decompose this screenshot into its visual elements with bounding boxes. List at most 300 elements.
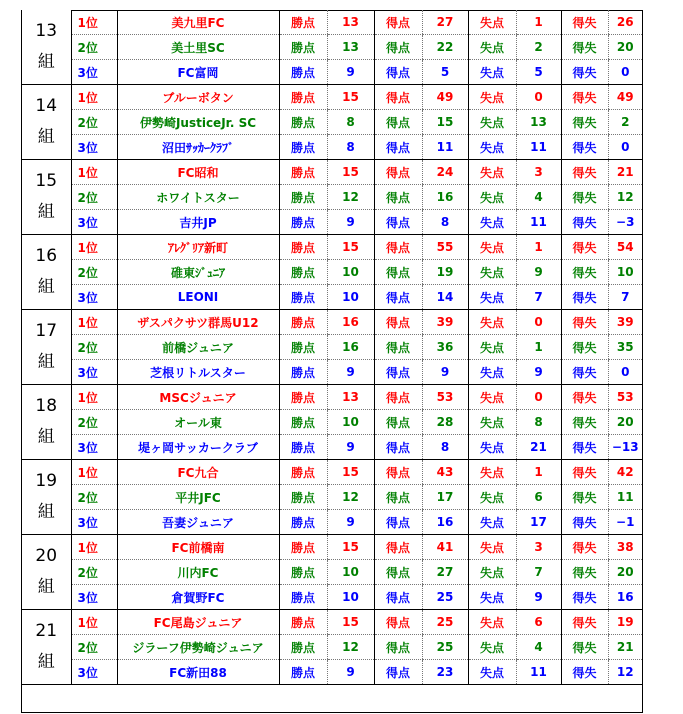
- rank-cell: 1位: [71, 310, 117, 335]
- table-row: [22, 260, 642, 285]
- win-points-value: 15: [327, 610, 374, 635]
- goals-against-label: 失点: [468, 235, 516, 260]
- team-name: FC富岡: [117, 60, 279, 85]
- goals-against-label: 失点: [468, 210, 516, 235]
- goals-against-value: 1: [516, 10, 561, 35]
- rank-cell: 2位: [71, 485, 117, 510]
- goals-against-value: 11: [516, 135, 561, 160]
- goals-for-value: 9: [422, 360, 468, 385]
- goals-for-label: 得点: [374, 635, 422, 660]
- team-name: FC九合: [117, 460, 279, 485]
- goals-against-label: 失点: [468, 185, 516, 210]
- rank-cell: 1位: [71, 85, 117, 110]
- goal-diff-label: 得失: [561, 185, 608, 210]
- win-points-value: 10: [327, 260, 374, 285]
- goal-diff-value: 7: [608, 285, 642, 310]
- table-row: [22, 210, 642, 235]
- goals-for-label: 得点: [374, 35, 422, 60]
- goals-against-value: 1: [516, 460, 561, 485]
- standings-sheet: [21, 10, 643, 713]
- table-row: [22, 410, 642, 435]
- goals-against-label: 失点: [468, 485, 516, 510]
- team-name: ホワイトスター: [117, 185, 279, 210]
- win-points-label: 勝点: [279, 510, 327, 535]
- goals-against-value: 0: [516, 310, 561, 335]
- goals-for-label: 得点: [374, 610, 422, 635]
- win-points-label: 勝点: [279, 585, 327, 610]
- rank-cell: 1位: [71, 610, 117, 635]
- goal-diff-value: 10: [608, 260, 642, 285]
- team-name: 前橋ジュニア: [117, 335, 279, 360]
- goal-diff-value: 16: [608, 585, 642, 610]
- win-points-value: 15: [327, 85, 374, 110]
- goals-for-label: 得点: [374, 360, 422, 385]
- win-points-label: 勝点: [279, 385, 327, 410]
- goal-diff-label: 得失: [561, 310, 608, 335]
- goal-diff-value: 0: [608, 60, 642, 85]
- win-points-label: 勝点: [279, 135, 327, 160]
- goals-for-value: 39: [422, 310, 468, 335]
- group-number: 17: [35, 321, 58, 341]
- rank-cell: 1位: [71, 535, 117, 560]
- rank-cell: 2位: [71, 185, 117, 210]
- goals-against-value: 3: [516, 535, 561, 560]
- goals-for-label: 得点: [374, 660, 422, 685]
- win-points-label: 勝点: [279, 160, 327, 185]
- goal-diff-label: 得失: [561, 585, 608, 610]
- goals-for-label: 得点: [374, 385, 422, 410]
- goals-against-value: 11: [516, 660, 561, 685]
- goals-for-value: 11: [422, 135, 468, 160]
- rank-cell: 1位: [71, 460, 117, 485]
- team-name: 堤ヶ岡サッカークラブ: [117, 435, 279, 460]
- win-points-label: 勝点: [279, 410, 327, 435]
- rank-cell: 2位: [71, 35, 117, 60]
- goals-for-value: 49: [422, 85, 468, 110]
- team-name: 吾妻ジュニア: [117, 510, 279, 535]
- team-name: オール東: [117, 410, 279, 435]
- rank-cell: 3位: [71, 135, 117, 160]
- goals-for-value: 23: [422, 660, 468, 685]
- goal-diff-label: 得失: [561, 10, 608, 35]
- goals-against-label: 失点: [468, 560, 516, 585]
- goal-diff-value: 20: [608, 35, 642, 60]
- win-points-value: 16: [327, 310, 374, 335]
- group-number: 18: [35, 396, 58, 416]
- goal-diff-value: −13: [608, 435, 642, 460]
- goal-diff-value: 38: [608, 535, 642, 560]
- goals-against-label: 失点: [468, 335, 516, 360]
- group-kumi: 組: [37, 427, 55, 447]
- goal-diff-label: 得失: [561, 60, 608, 85]
- win-points-value: 15: [327, 460, 374, 485]
- rank-cell: 1位: [71, 10, 117, 35]
- goals-for-value: 5: [422, 60, 468, 85]
- goals-for-value: 41: [422, 535, 468, 560]
- goals-against-value: 1: [516, 235, 561, 260]
- rank-cell: 3位: [71, 585, 117, 610]
- goals-against-label: 失点: [468, 85, 516, 110]
- win-points-value: 13: [327, 385, 374, 410]
- group-kumi: 組: [37, 127, 55, 147]
- table-row: [22, 10, 642, 35]
- goals-for-value: 15: [422, 110, 468, 135]
- goals-for-label: 得点: [374, 110, 422, 135]
- goals-against-value: 1: [516, 335, 561, 360]
- standings-body: [22, 10, 642, 685]
- goals-for-label: 得点: [374, 210, 422, 235]
- group-label: [22, 160, 71, 235]
- goals-for-label: 得点: [374, 235, 422, 260]
- goal-diff-label: 得失: [561, 460, 608, 485]
- goals-against-label: 失点: [468, 260, 516, 285]
- table-row: [22, 60, 642, 85]
- win-points-value: 10: [327, 285, 374, 310]
- win-points-value: 12: [327, 485, 374, 510]
- team-name: MSCジュニア: [117, 385, 279, 410]
- rank-cell: 1位: [71, 160, 117, 185]
- table-row: [22, 635, 642, 660]
- rank-cell: 2位: [71, 635, 117, 660]
- win-points-label: 勝点: [279, 660, 327, 685]
- group-kumi: 組: [37, 577, 55, 597]
- win-points-value: 15: [327, 535, 374, 560]
- goals-for-value: 25: [422, 635, 468, 660]
- rank-cell: 3位: [71, 510, 117, 535]
- team-name: 伊勢崎JusticeJr. SC: [117, 110, 279, 135]
- goals-against-value: 5: [516, 60, 561, 85]
- goals-against-label: 失点: [468, 510, 516, 535]
- team-name: 芝根リトルスター: [117, 360, 279, 385]
- goals-against-value: 3: [516, 160, 561, 185]
- goals-against-value: 6: [516, 485, 561, 510]
- goals-against-value: 7: [516, 285, 561, 310]
- goals-for-label: 得点: [374, 160, 422, 185]
- goals-for-value: 43: [422, 460, 468, 485]
- goal-diff-label: 得失: [561, 160, 608, 185]
- goals-against-value: 9: [516, 260, 561, 285]
- goal-diff-label: 得失: [561, 510, 608, 535]
- team-name: 碓東ｼﾞｭﾆｱ: [117, 260, 279, 285]
- table-row: [22, 610, 642, 635]
- group-kumi: 組: [37, 352, 55, 372]
- team-name: 川内FC: [117, 560, 279, 585]
- goal-diff-value: 20: [608, 410, 642, 435]
- goal-diff-value: 26: [608, 10, 642, 35]
- team-name: FC前橋南: [117, 535, 279, 560]
- goal-diff-label: 得失: [561, 110, 608, 135]
- group-kumi: 組: [37, 502, 55, 522]
- goals-against-label: 失点: [468, 410, 516, 435]
- rank-cell: 2位: [71, 410, 117, 435]
- goals-for-value: 27: [422, 560, 468, 585]
- rank-cell: 2位: [71, 110, 117, 135]
- win-points-value: 12: [327, 635, 374, 660]
- team-name: 平井JFC: [117, 485, 279, 510]
- goal-diff-label: 得失: [561, 235, 608, 260]
- group-number: 15: [35, 171, 58, 191]
- goal-diff-value: 0: [608, 360, 642, 385]
- goals-for-label: 得点: [374, 310, 422, 335]
- table-row: [22, 485, 642, 510]
- win-points-value: 15: [327, 160, 374, 185]
- team-name: FC昭和: [117, 160, 279, 185]
- team-name: ブルーボタン: [117, 85, 279, 110]
- team-name: 美九里FC: [117, 10, 279, 35]
- rank-cell: 1位: [71, 235, 117, 260]
- goals-for-value: 16: [422, 185, 468, 210]
- win-points-label: 勝点: [279, 610, 327, 635]
- goals-against-value: 9: [516, 585, 561, 610]
- table-row: [22, 385, 642, 410]
- win-points-label: 勝点: [279, 85, 327, 110]
- group-number: 19: [35, 471, 58, 491]
- goals-against-label: 失点: [468, 460, 516, 485]
- goals-against-label: 失点: [468, 535, 516, 560]
- goal-diff-label: 得失: [561, 535, 608, 560]
- goal-diff-label: 得失: [561, 360, 608, 385]
- goals-for-label: 得点: [374, 535, 422, 560]
- win-points-label: 勝点: [279, 110, 327, 135]
- table-row: [22, 435, 642, 460]
- win-points-value: 9: [327, 210, 374, 235]
- goals-for-value: 53: [422, 385, 468, 410]
- table-row: [22, 585, 642, 610]
- goals-for-label: 得点: [374, 285, 422, 310]
- goal-diff-value: 12: [608, 185, 642, 210]
- table-row: [22, 560, 642, 585]
- group-label: [22, 385, 71, 460]
- group-number: 20: [35, 546, 58, 566]
- goals-against-value: 0: [516, 85, 561, 110]
- win-points-label: 勝点: [279, 560, 327, 585]
- goal-diff-value: 0: [608, 135, 642, 160]
- goals-for-value: 24: [422, 160, 468, 185]
- goals-against-value: 0: [516, 385, 561, 410]
- win-points-label: 勝点: [279, 185, 327, 210]
- team-name: FC尾島ジュニア: [117, 610, 279, 635]
- goals-against-label: 失点: [468, 10, 516, 35]
- group-kumi: 組: [37, 277, 55, 297]
- goals-against-label: 失点: [468, 435, 516, 460]
- goals-for-value: 36: [422, 335, 468, 360]
- group-label: [22, 85, 71, 160]
- table-row: [22, 185, 642, 210]
- goal-diff-label: 得失: [561, 385, 608, 410]
- team-name: 美土里SC: [117, 35, 279, 60]
- rank-cell: 3位: [71, 435, 117, 460]
- team-name: ｱﾚｸﾞﾘｱ新町: [117, 235, 279, 260]
- win-points-label: 勝点: [279, 10, 327, 35]
- table-row: [22, 35, 642, 60]
- win-points-label: 勝点: [279, 460, 327, 485]
- goal-diff-value: 53: [608, 385, 642, 410]
- win-points-label: 勝点: [279, 60, 327, 85]
- goal-diff-label: 得失: [561, 285, 608, 310]
- goal-diff-value: −1: [608, 510, 642, 535]
- goal-diff-label: 得失: [561, 85, 608, 110]
- goals-against-label: 失点: [468, 310, 516, 335]
- win-points-value: 9: [327, 435, 374, 460]
- goals-for-label: 得点: [374, 85, 422, 110]
- rank-cell: 3位: [71, 660, 117, 685]
- group-kumi: 組: [37, 52, 55, 72]
- goals-for-value: 17: [422, 485, 468, 510]
- rank-cell: 3位: [71, 285, 117, 310]
- win-points-label: 勝点: [279, 485, 327, 510]
- win-points-value: 15: [327, 235, 374, 260]
- table-row: [22, 360, 642, 385]
- rank-cell: 1位: [71, 385, 117, 410]
- goals-for-label: 得点: [374, 185, 422, 210]
- goal-diff-label: 得失: [561, 635, 608, 660]
- group-number: 14: [35, 96, 58, 116]
- goals-against-label: 失点: [468, 385, 516, 410]
- goal-diff-value: 20: [608, 560, 642, 585]
- goals-for-value: 28: [422, 410, 468, 435]
- goals-against-value: 4: [516, 635, 561, 660]
- goals-for-label: 得点: [374, 560, 422, 585]
- table-row: [22, 310, 642, 335]
- goals-for-value: 55: [422, 235, 468, 260]
- win-points-label: 勝点: [279, 235, 327, 260]
- team-name: 吉井JP: [117, 210, 279, 235]
- standings-table: [22, 10, 642, 685]
- group-number: 13: [35, 21, 58, 41]
- goal-diff-value: 35: [608, 335, 642, 360]
- team-name: ジラーフ伊勢崎ジュニア: [117, 635, 279, 660]
- group-label: [22, 535, 71, 610]
- win-points-value: 13: [327, 10, 374, 35]
- goals-against-label: 失点: [468, 610, 516, 635]
- win-points-value: 12: [327, 185, 374, 210]
- group-label: [22, 460, 71, 535]
- win-points-value: 8: [327, 110, 374, 135]
- win-points-value: 8: [327, 135, 374, 160]
- table-row: [22, 235, 642, 260]
- goals-for-label: 得点: [374, 10, 422, 35]
- rank-cell: 3位: [71, 210, 117, 235]
- goal-diff-label: 得失: [561, 610, 608, 635]
- goal-diff-label: 得失: [561, 35, 608, 60]
- group-label: [22, 10, 71, 85]
- goals-against-label: 失点: [468, 635, 516, 660]
- rank-cell: 2位: [71, 260, 117, 285]
- goals-for-value: 25: [422, 585, 468, 610]
- goals-against-label: 失点: [468, 585, 516, 610]
- win-points-label: 勝点: [279, 535, 327, 560]
- goals-against-value: 11: [516, 210, 561, 235]
- win-points-value: 10: [327, 560, 374, 585]
- goal-diff-label: 得失: [561, 210, 608, 235]
- goals-for-label: 得点: [374, 135, 422, 160]
- table-row: [22, 110, 642, 135]
- goal-diff-label: 得失: [561, 260, 608, 285]
- win-points-label: 勝点: [279, 35, 327, 60]
- goal-diff-value: 12: [608, 660, 642, 685]
- goal-diff-value: 21: [608, 160, 642, 185]
- team-name: LEONI: [117, 285, 279, 310]
- goals-for-value: 22: [422, 35, 468, 60]
- team-name: ザスパクサツ群馬U12: [117, 310, 279, 335]
- goal-diff-label: 得失: [561, 435, 608, 460]
- goal-diff-value: 19: [608, 610, 642, 635]
- win-points-label: 勝点: [279, 435, 327, 460]
- goals-for-label: 得点: [374, 435, 422, 460]
- table-row: [22, 85, 642, 110]
- goals-for-value: 8: [422, 435, 468, 460]
- goals-against-label: 失点: [468, 360, 516, 385]
- goals-for-value: 25: [422, 610, 468, 635]
- group-label: [22, 235, 71, 310]
- win-points-label: 勝点: [279, 285, 327, 310]
- goals-against-value: 9: [516, 360, 561, 385]
- win-points-label: 勝点: [279, 260, 327, 285]
- group-number: 21: [35, 621, 58, 641]
- goals-against-value: 8: [516, 410, 561, 435]
- win-points-value: 9: [327, 360, 374, 385]
- goal-diff-value: 2: [608, 110, 642, 135]
- goal-diff-label: 得失: [561, 660, 608, 685]
- goals-against-label: 失点: [468, 60, 516, 85]
- table-row: [22, 510, 642, 535]
- table-row: [22, 335, 642, 360]
- goal-diff-value: −3: [608, 210, 642, 235]
- win-points-value: 10: [327, 585, 374, 610]
- goal-diff-label: 得失: [561, 335, 608, 360]
- goals-against-label: 失点: [468, 135, 516, 160]
- table-row: [22, 535, 642, 560]
- goal-diff-value: 39: [608, 310, 642, 335]
- rank-cell: 3位: [71, 360, 117, 385]
- goals-for-value: 14: [422, 285, 468, 310]
- goals-against-value: 17: [516, 510, 561, 535]
- win-points-label: 勝点: [279, 360, 327, 385]
- group-number: 16: [35, 246, 58, 266]
- win-points-value: 9: [327, 510, 374, 535]
- goals-for-label: 得点: [374, 510, 422, 535]
- group-kumi: 組: [37, 202, 55, 222]
- goal-diff-value: 42: [608, 460, 642, 485]
- group-kumi: 組: [37, 652, 55, 672]
- goals-for-label: 得点: [374, 485, 422, 510]
- win-points-value: 10: [327, 410, 374, 435]
- goals-for-label: 得点: [374, 410, 422, 435]
- win-points-value: 16: [327, 335, 374, 360]
- win-points-label: 勝点: [279, 310, 327, 335]
- goals-for-value: 19: [422, 260, 468, 285]
- goals-for-label: 得点: [374, 460, 422, 485]
- table-row: [22, 135, 642, 160]
- goal-diff-value: 54: [608, 235, 642, 260]
- goals-against-label: 失点: [468, 660, 516, 685]
- table-row: [22, 460, 642, 485]
- goals-against-label: 失点: [468, 110, 516, 135]
- table-row: [22, 660, 642, 685]
- goals-against-label: 失点: [468, 160, 516, 185]
- goals-for-value: 27: [422, 10, 468, 35]
- goal-diff-label: 得失: [561, 560, 608, 585]
- goal-diff-label: 得失: [561, 135, 608, 160]
- table-row: [22, 285, 642, 310]
- goals-for-label: 得点: [374, 585, 422, 610]
- table-row: [22, 160, 642, 185]
- goals-against-label: 失点: [468, 285, 516, 310]
- goals-for-value: 8: [422, 210, 468, 235]
- win-points-value: 9: [327, 660, 374, 685]
- goals-against-value: 6: [516, 610, 561, 635]
- goals-against-value: 21: [516, 435, 561, 460]
